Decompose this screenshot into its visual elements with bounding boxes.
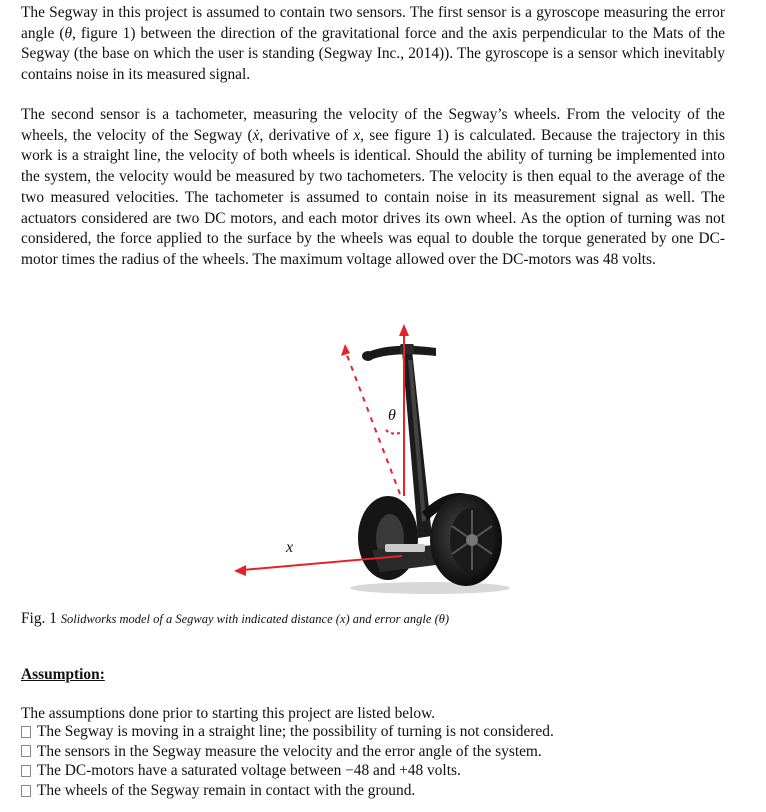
p2-text-a: The second sensor is a tachometer, measuring the velocity of the Segway’s wheels. From the velocity of the wheels, the velocity of the Segway (	[21, 106, 725, 144]
bullet-box-icon	[21, 745, 31, 757]
list-item	[21, 781, 554, 801]
p1-text-a: The Segway in this project is assumed to contain two sensors. The first sensor is a gyroscope measuring the error angle (	[21, 4, 725, 42]
assumption-text: The DC-motors have a saturated voltage between −48 and +48 volts.	[37, 762, 461, 780]
angle-arc	[386, 430, 403, 434]
assumptions-intro: The assumptions done prior to starting this project are listed below.	[21, 705, 436, 722]
p2-text-c: , see figure 1) is calculated. Because the trajectory in this work is a straight line, the velocity of both wheels is identical. Should the ability of turning be implemented into the system, the velocity would be measured by two tachometers. The velocity is then equal to the average of the two measured velocities. The tachometer is assumed to contain noise in its measurement signal as well. The actuators considered are two DC motors, and each motor drives its own wheel. As the option of turning was not considered, the force applied to the surface by the wheels was equal to double the torque generated by one DC-motor times the radius of the wheels. The maximum voltage allowed over the DC-motors was 48 volts.	[21, 126, 726, 268]
paragraph-sensors-gyroscope	[21, 3, 725, 86]
ground-shadow	[350, 582, 510, 594]
p1-text-b: , figure 1) between the direction of the gravitational force and the axis perpendicular to the Mats of the Segway (the base on which the user is standing (Segway Inc., 2014)). The gyroscope is a sensor which inevitably contains noise in its measured signal.	[21, 24, 725, 84]
theta-symbol: θ	[64, 24, 73, 42]
segway-illustration	[0, 300, 766, 600]
list-item	[21, 722, 554, 742]
segway-figure	[0, 300, 766, 600]
xdot-symbol: ẋ	[252, 126, 260, 144]
theta-label: θ	[388, 407, 396, 424]
assumption-text: The sensors in the Segway measure the velocity and the error angle of the system.	[37, 742, 542, 760]
bullet-box-icon	[21, 726, 31, 738]
caption-prefix: Fig. 1	[21, 610, 57, 627]
p2-text-b: , derivative of	[259, 126, 354, 144]
x-symbol: x	[353, 126, 361, 144]
list-item	[21, 742, 554, 762]
assumptions-list	[21, 722, 554, 800]
list-item	[21, 761, 554, 781]
x-label: x	[286, 539, 294, 556]
assumptions-heading: Assumption:	[21, 666, 105, 683]
bullet-box-icon	[21, 765, 31, 777]
assumption-text: The wheels of the Segway remain in contact with the ground.	[37, 781, 416, 799]
figure-caption	[21, 610, 449, 628]
bullet-box-icon	[21, 785, 31, 797]
paragraph-tachometer	[21, 105, 725, 271]
caption-text: Solidworks model of a Segway with indicated distance (x) and error angle (θ)	[60, 612, 450, 626]
assumption-text: The Segway is moving in a straight line; the possibility of turning is not considered.	[37, 723, 554, 740]
